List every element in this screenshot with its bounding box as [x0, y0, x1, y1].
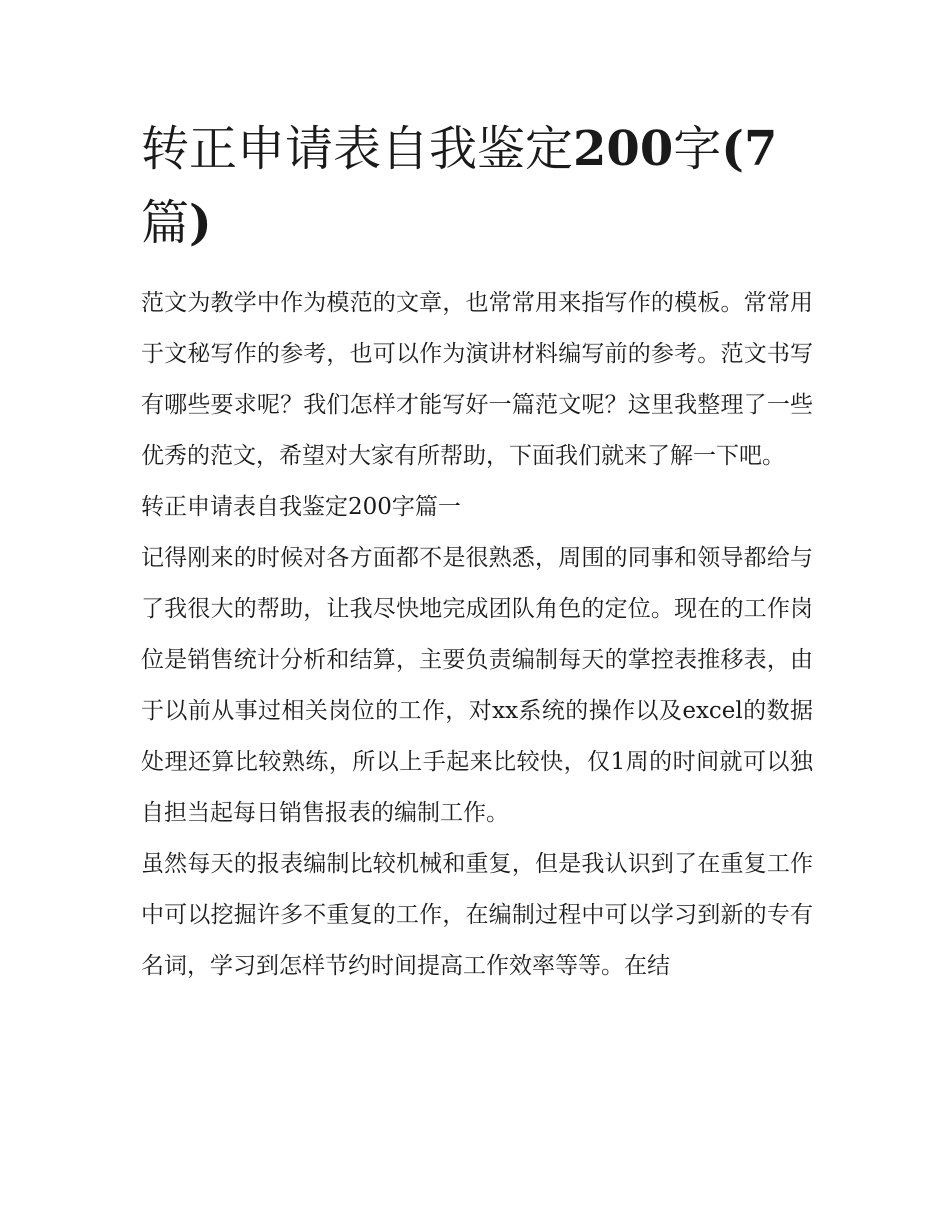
- body-paragraph: 记得刚来的时候对各方面都不是很熟悉，周围的同事和领导都给与了我很大的帮助，让我尽快地完成团队角色的定位。现在的工作岗位是销售统计分析和结算，主要负责编制每天的掌控表推移表，由于以前从事过相关岗位的工作，对xx系统的操作以及excel的数据处理还算比较熟练，所以上手起来比较快，仅1周的时间就可以独自担当起每日销售报表的编制工作。: [141, 545, 813, 826]
- intro-paragraph: 范文为教学中作为模范的文章，也常常用来指写作的模板。常常用于文秘写作的参考，也可以作为演讲材料编写前的参考。范文书写有哪些要求呢？我们怎样才能写好一篇范文呢？这里我整理了一些优秀的范文，希望对大家有所帮助，下面我们就来了解一下吧。: [141, 290, 813, 469]
- section-heading: 转正申请表自我鉴定200字篇一: [141, 494, 461, 520]
- document-title: 转正申请表自我鉴定200字(7篇): [141, 121, 778, 251]
- body-paragraph: 虽然每天的报表编制比较机械和重复，但是我认识到了在重复工作中可以挖掘许多不重复的工作，在编制过程中可以学习到新的专有名词，学习到怎样节约时间提高工作效率等等。在结: [141, 851, 813, 979]
- document-body: [141, 112, 813, 992]
